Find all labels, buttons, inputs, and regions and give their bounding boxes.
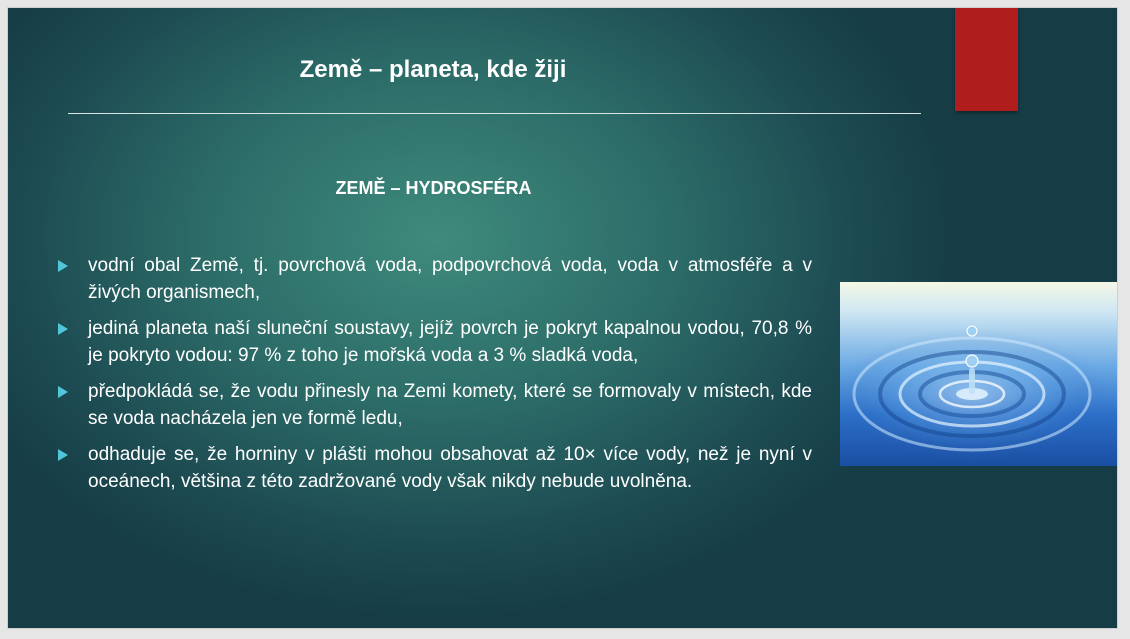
bullet-text: jediná planeta naší sluneční soustavy, jejíž povrch je pokryt kapalnou vodou, 70,8 % je pokryto vodou: 97 % z toho je mořská voda a 3 % sladká voda,: [88, 318, 812, 366]
water-drop-ripple-image: [840, 282, 1117, 466]
water-drop-icon: [966, 355, 978, 367]
triangle-bullet-icon: [58, 449, 68, 461]
bullet-text: předpokládá se, že vodu přinesly na Zemi komety, které se formovaly v místech, kde se voda nacházela jen ve formě ledu,: [88, 381, 812, 429]
bullet-item: [56, 252, 812, 306]
red-accent-tab: [955, 8, 1018, 111]
bullet-item: [56, 378, 812, 432]
slide: [8, 8, 1117, 628]
bullet-list: [56, 252, 812, 504]
slide-subtitle: ZEMĚ – HYDROSFÉRA: [335, 178, 532, 198]
triangle-bullet-icon: [58, 386, 68, 398]
bullet-item: [56, 441, 812, 495]
water-ripple-illustration: [840, 282, 1117, 466]
bullet-item: [56, 315, 812, 369]
water-drop-icon: [967, 326, 977, 336]
title-divider: [68, 113, 921, 114]
slide-title: Země – planeta, kde žiji: [299, 56, 567, 83]
bullet-text: vodní obal Země, tj. povrchová voda, podpovrchová voda, voda v atmosféře a v živých organismech,: [88, 255, 812, 303]
triangle-bullet-icon: [58, 323, 68, 335]
triangle-bullet-icon: [58, 260, 68, 272]
bullet-text: odhaduje se, že horniny v plášti mohou obsahovat až 10× více vody, než je nyní v oceánech, většina z této zadržované vody však nikdy nebude uvolněna.: [88, 444, 812, 492]
